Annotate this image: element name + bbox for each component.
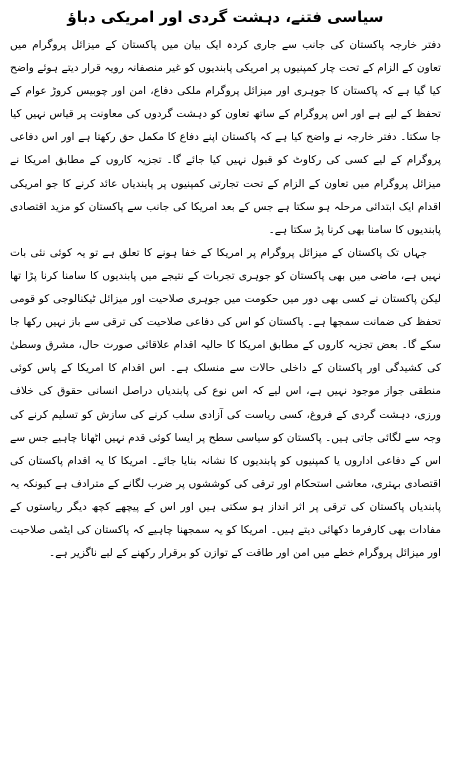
article-title: سیاسی فتنے، دہشت گردی اور امریکی دباؤ <box>67 8 384 26</box>
article-paragraph-1: دفتر خارجہ پاکستان کی جانب سے جاری کردہ ایک بیان میں پاکستان کے میزائل پروگرام میں تعاون کے الزام کے تحت چار کمپنیوں پر امریکی پابندیوں کو غیر منصفانہ رویہ قرار دیتے ہوئے واضح کیا گیا ہے کہ پاکستان کا جوہری اور میزائل پروگرام ملکی دفاع، امن اور چوبیس کروڑ عوام کے تحفظ کے لیے ہے اور اس پروگرام کے ساتھ تعاون کو دہشت گردوں کی معاونت پر قیاس نہیں کیا جا سکتا۔ دفتر خارجہ نے واضح کیا ہے کہ پاکستان اپنے دفاع کا مکمل حق رکھتا ہے اور اس دفاعی پروگرام کے لیے کسی کی رکاوٹ کو قبول نہیں کیا جائے گا۔ تجزیہ کاروں کے مطابق امریکا نے میزائل پروگرام میں تعاون کے الزام کے تحت تجارتی کمپنیوں پر پابندیاں عائد کرنے کا جو امریکی اقدام ایک ابتدائی مرحلہ ہو سکتا ہے جس کے بعد امریکا کی جانب سے پاکستان کو مزید اقتصادی پابندیوں کا سامنا بھی کرنا پڑ سکتا ہے۔ <box>10 39 441 236</box>
article-paragraph-2: جہاں تک پاکستان کے میزائل پروگرام پر امریکا کے خفا ہونے کا تعلق ہے تو یہ کوئی نئی بات نہیں ہے، ماضی میں بھی پاکستان کو جوہری تجربات کے نتیجے میں پابندیوں کا سامنا کرنا پڑا تھا لیکن پاکستان نے کسی بھی دور میں حکومت میں جوہری صلاحیت اور میزائل ٹیکنالوجی کو قومی تحفظ کی ضمانت سمجھا ہے۔ پاکستان کو اس کی دفاعی صلاحیت کی ترقی سے باز نہیں رکھا جا سکے گا۔ بعض تجزیہ کاروں کے مطابق امریکا کا حالیہ اقدام علاقائی صورت حال، مشرق وسطیٰ کی کشیدگی اور پاکستان کے داخلی حالات سے منسلک ہے۔ اس اقدام کا امریکا کے پاس کوئی منطقی جواز موجود نہیں ہے، اس لیے کہ اس نوع کی پابندیاں دراصل انسانی حقوق کی خلاف ورزی، دہشت گردی کے فروغ، کسی ریاست کی آزادی سلب کرنے کی سازش کو تسلیم کرنے کی وجہ سے لگائی جاتی ہیں۔ پاکستان کو سیاسی سطح پر ایسا کوئی قدم نہیں اٹھانا چاہیے جس سے اس کے دفاعی اداروں یا کمپنیوں کو پابندیوں کا نشانہ بنایا جائے۔ امریکا کا یہ اقدام پاکستان کی اقتصادی بہتری، معاشی استحکام اور ترقی کی کوششوں پر ضرب لگانے کے مترادف ہے کیونکہ یہ پابندیاں پاکستان کی ترقی پر اثر انداز ہو سکتی ہیں اور اس کے پیچھے کچھ دیگر ریاستوں کے مفادات بھی کارفرما دکھائی دیتے ہیں۔ امریکا کو یہ سمجھنا چاہیے کہ پاکستان کی ایٹمی صلاحیت اور میزائل پروگرام خطے میں امن اور طاقت کے توازن کو برقرار رکھنے کے لیے ناگزیر ہے۔ <box>10 246 441 560</box>
article-body <box>10 34 441 565</box>
